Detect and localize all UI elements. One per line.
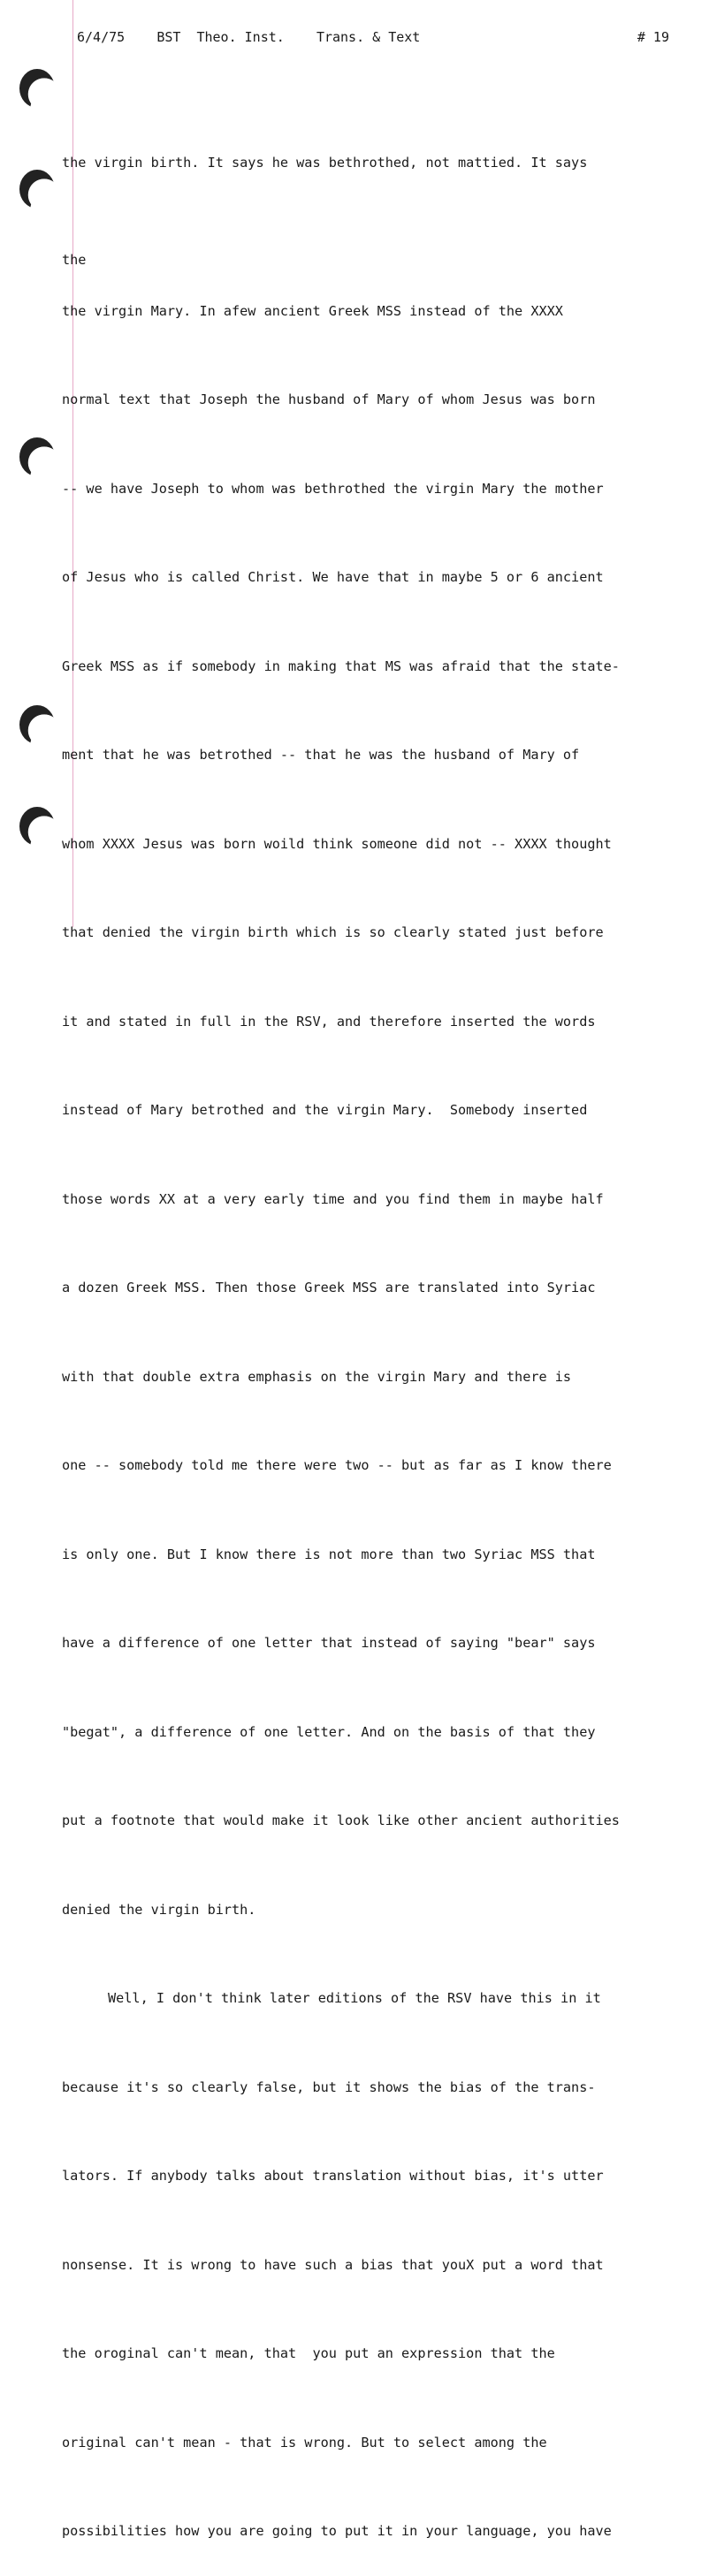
text-line: normal text that Joseph the husband of Mary of whom Jesus was born [62,391,596,407]
header-course: Theo. Inst. [196,29,285,45]
text-line: one -- somebody told me there were two -- but as far as I know there [62,1457,612,1473]
text-line: that denied the virgin birth which is so clearly stated just before [62,924,604,940]
text-line: it and stated in full in the RSV, and therefore inserted the words [62,1013,596,1030]
page-header [77,29,669,45]
header-type: Trans. & Text [316,29,421,45]
text-line: nonsense. It is wrong to have such a bias that youX put a word that [62,2256,604,2273]
text-line: those words XX at a very early time and you find them in maybe half [62,1190,604,1207]
binder-hole [19,69,55,108]
text-line: denied the virgin birth. [62,1901,256,1918]
text-line: possibilities how you are going to put it in your language, you have [62,2523,612,2539]
text-line: Well, I don't think later editions of the RSV have this in it [108,1990,601,2006]
text-line: the virgin birth. It says he was bethrothed, not mattied. It says [62,155,588,171]
header-date: 6/4/75 [77,29,126,45]
text-line: because it's so clearly false, but it shows the bias of the trans- [62,2078,596,2095]
text-line: Greek MSS as if somebody in making that MS was afraid that the state- [62,657,620,674]
binder-hole [19,437,55,476]
text-line: put a footnote that would make it look like other ancient authorities [62,1812,620,1828]
text-line: whom XXXX Jesus was born woild think someone did not -- XXXX thought [62,835,612,852]
text-line: the virgin Mary. In afew ancient Greek MSS instead of the XXXX [62,302,563,319]
text-line: the oroginal can't mean, that you put an expression that the [62,2345,555,2361]
text-line: is only one. But I know there is not more than two Syriac MSS that [62,1546,596,1562]
binder-hole [19,705,55,744]
binder-hole [19,170,55,209]
text-line: original can't mean - that is wrong. But to select among the [62,2434,547,2451]
page-number: # 19 [637,29,669,45]
text-line: ment that he was betrothed -- that he was the husband of Mary of [62,747,580,763]
text-line: -- we have Joseph to whom was bethrothed the virgin Mary the mother [62,480,604,497]
text-line: with that double extra emphasis on the virgin Mary and there is [62,1368,572,1385]
text-line: have a difference of one letter that instead of saying "bear" says [62,1635,596,1651]
header-org: BST [156,29,181,45]
transcript-body: the virgin birth. It says he was bethrothed, not mattied. It says the the virgin Mary. In afew ancient Greek MSS instead of the XXXX normal text that Joseph the husband of Mary of whom Jesus was born -- we have Joseph to whom was bethrothed the virgin Mary the mother of Jesus who is called Christ. We have that in maybe 5 or 6 ancient Greek MSS as if somebody in making that MS was afraid that the state- ment that he was betrothed -- that he was the husband of Mary of whom XXXX Jesus was born woild think someone did not -- XXXX thought that denied the virgin birth which is so clearly stated just before it and stated in full in the RSV, and therefore inserted the words instead of Mary betrothed and the virgin Mary. Somebody inserted those words XX at a very early time and you find them in maybe half a dozen Greek MSS. Then those Greek MSS are translated into Syriac with that double extra emphasis on the virgin Mary and there is one -- somebody told me there were two -- but as far as I know there is only one. But I know there is not more than two Syriac MSS that have a difference of one letter that instead of saying "bear" says "begat", a difference of one letter. And on the basis of that they put a footnote that would make it look like other ancient authorities denied the virgin birth. Well, I don't think later editions of the RSV have this in it because it's so clearly false, but it shows the bias of the trans- lators. If anybody talks about translation without bias, it's utter nonsense. It is wrong to have such a bias that youX put a word that the oroginal can't mean, that you put an expression that the original can't mean - that is wrong. But to select among the possibilities how you are going to put it in your language, you have [62,89,690,2576]
binder-hole [19,807,55,846]
text-line: of Jesus who is called Christ. We have that in maybe 5 or 6 ancient [62,569,604,585]
text-line: a dozen Greek MSS. Then those Greek MSS are translated into Syriac [62,1280,596,1296]
text-line: instead of Mary betrothed and the virgin Mary. Somebody inserted [62,1102,588,1118]
text-line: "begat", a difference of one letter. And on the basis of that they [62,1723,596,1740]
text-line: lators. If anybody talks about translation without bias, it's utter [62,2168,604,2184]
